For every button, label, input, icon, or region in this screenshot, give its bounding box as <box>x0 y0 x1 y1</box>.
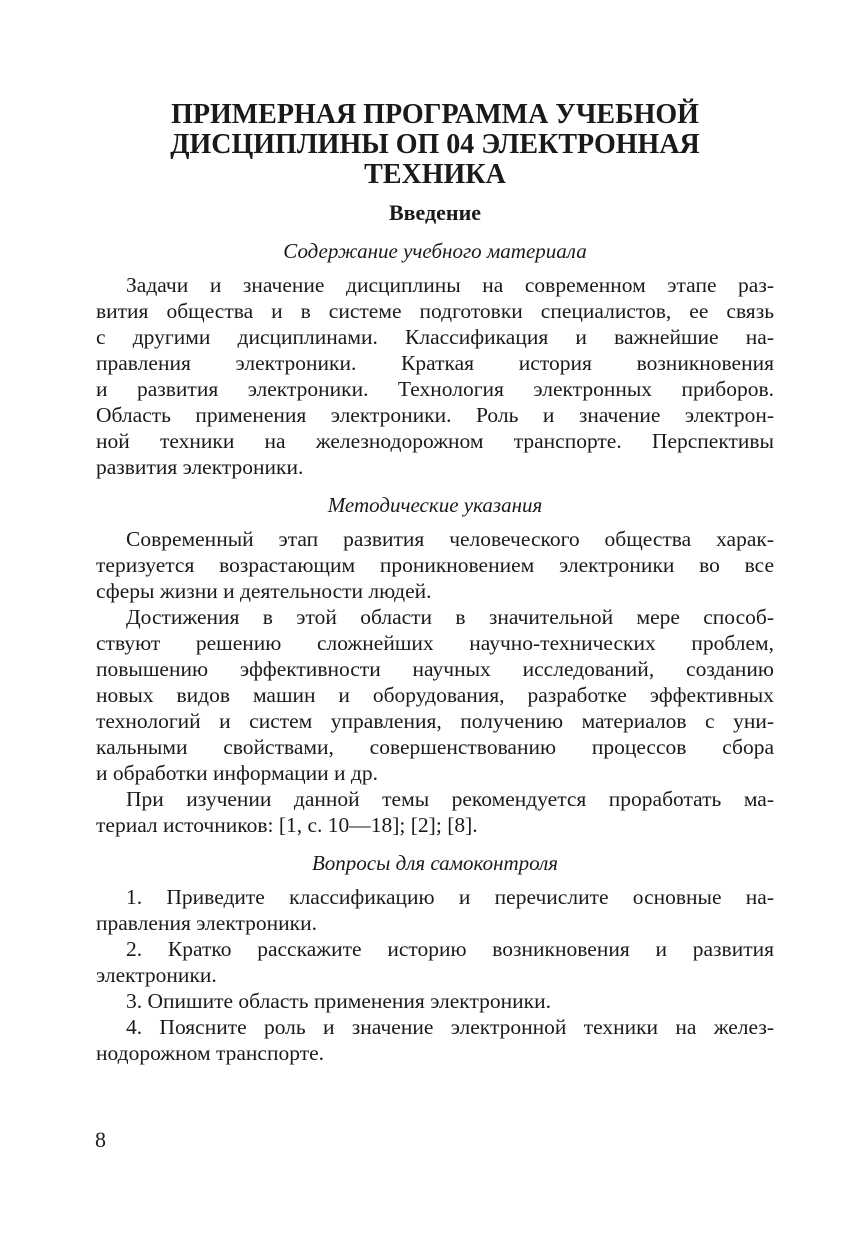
section-heading: Введение <box>388 200 482 225</box>
text-line: с другими дисциплинами. Классификация и важнейшие на- <box>96 325 774 349</box>
body-blocks <box>96 238 774 1066</box>
text-line: Задачи и значение дисциплины на современном этапе раз- <box>126 273 774 297</box>
title-line: ДИСЦИПЛИНЫ ОП 04 ЭЛЕКТРОННАЯ <box>170 129 700 160</box>
text-line: 1. Приведите классификацию и перечислите основные на- <box>126 885 774 909</box>
text-line: териал источников: [1, с. 10—18]; [2]; [8]. <box>96 813 478 837</box>
page-title <box>96 100 774 190</box>
paragraph <box>96 1014 774 1066</box>
text-line: новых видов машин и оборудования, разработке эффективных <box>96 683 774 707</box>
text-line: При изучении данной темы рекомендуется проработать ма- <box>126 787 774 811</box>
text-line: и обработки информации и др. <box>96 761 378 785</box>
text-line: и развития электроники. Технология электронных приборов. <box>96 377 774 401</box>
text-line: ствуют решению сложнейших научно-технических проблем, <box>96 631 774 655</box>
text-line: теризуется возрастающим проникновением электроники во все <box>96 553 774 577</box>
paragraph <box>96 526 774 604</box>
subsection-heading: Методические указания <box>327 493 543 517</box>
text-line: нодорожном транспорте. <box>96 1041 325 1065</box>
text-line: развития электроники. <box>96 455 304 479</box>
paragraph <box>96 786 774 838</box>
text-line: 4. Поясните роль и значение электронной техники на желез- <box>126 1015 774 1039</box>
paragraph <box>96 272 774 480</box>
paragraph <box>96 604 774 786</box>
text-line: Современный этап развития человеческого общества харак- <box>126 527 774 551</box>
text-line: правления электроники. Краткая история возникновения <box>96 351 774 375</box>
text-line: повышению эффективности научных исследований, созданию <box>96 657 774 681</box>
text-line: вития общества и в системе подготовки специалистов, ее связь <box>96 299 774 323</box>
text-line: Область применения электроники. Роль и значение электрон- <box>96 403 774 427</box>
text-line: ной техники на железнодорожном транспорте. Перспективы <box>96 429 774 453</box>
subsection-heading: Содержание учебного материала <box>283 239 587 263</box>
text-line: 2. Кратко расскажите историю возникновения и развития <box>126 937 774 961</box>
text-line: 3. Опишите область применения электроники. <box>126 989 551 1013</box>
text-line: электроники. <box>96 963 217 987</box>
text-line: технологий и систем управления, получению материалов с уни- <box>96 709 774 733</box>
paragraph <box>96 936 774 988</box>
subsection-heading: Вопросы для самоконтроля <box>311 851 559 875</box>
paragraph <box>96 884 774 936</box>
text-line: правления электроники. <box>96 911 317 935</box>
paragraph <box>96 988 774 1014</box>
text-line: Достижения в этой области в значительной мере способ- <box>126 605 774 629</box>
text-line: кальными свойствами, совершенствованию процессов сбора <box>96 735 774 759</box>
page-number: 8 <box>95 1127 106 1152</box>
page-content <box>96 100 774 1066</box>
title-line: ПРИМЕРНАЯ ПРОГРАММА УЧЕБНОЙ <box>171 99 699 130</box>
title-line: ТЕХНИКА <box>364 159 506 190</box>
text-line: сферы жизни и деятельности людей. <box>96 579 432 603</box>
